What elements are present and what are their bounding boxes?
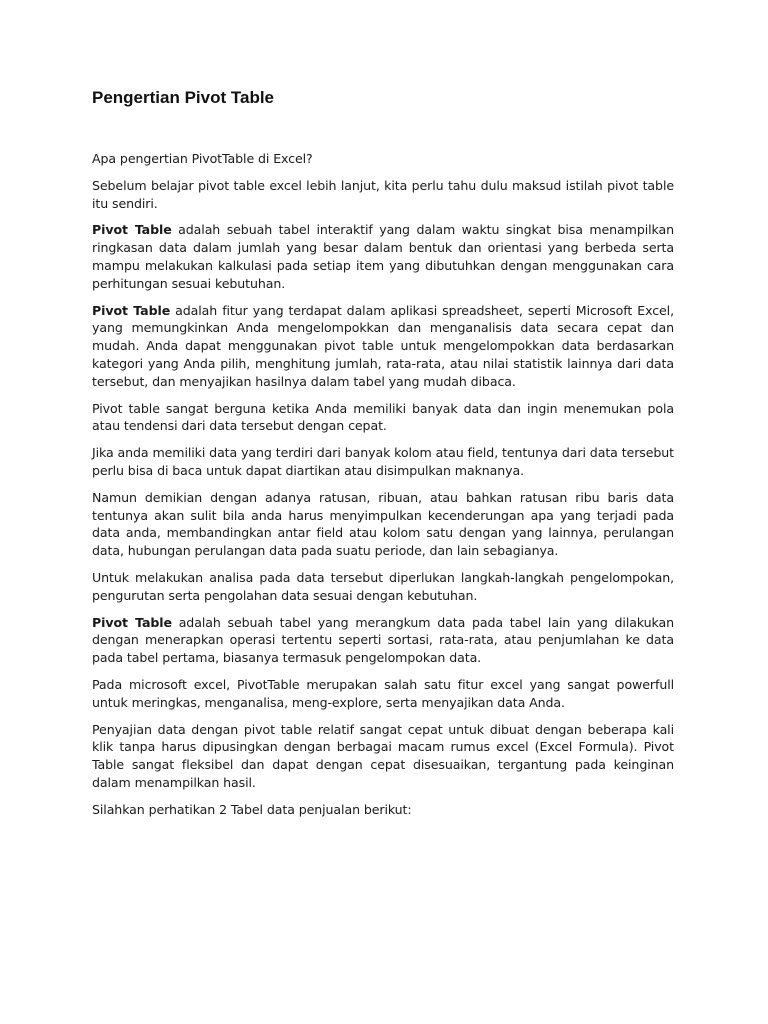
paragraph-bold-term: Pivot Table — [92, 302, 171, 318]
paragraph-1 — [92, 150, 674, 168]
paragraph-8 — [92, 569, 674, 605]
paragraph-6 — [92, 444, 674, 480]
paragraph-text: Untuk melakukan analisa pada data tersebut diperlukan langkah-langkah pengelompokan, pengurutan serta pengolahan data sesuai dengan kebutuhan. — [92, 569, 674, 603]
paragraph-text: Apa pengertian PivotTable di Excel? — [92, 151, 313, 166]
paragraph-7 — [92, 489, 674, 560]
paragraph-text: Pivot table sangat berguna ketika Anda memiliki banyak data dan ingin menemukan pola atau tendensi dari data tersebut dengan cepat. — [92, 400, 674, 434]
paragraph-5 — [92, 400, 674, 436]
paragraph-4 — [92, 302, 674, 391]
paragraph-11 — [92, 721, 674, 792]
paragraph-bold-term: Pivot Table — [92, 614, 172, 630]
paragraph-text: Sebelum belajar pivot table excel lebih lanjut, kita perlu tahu dulu maksud istilah pivot table itu sendiri. — [92, 177, 674, 211]
paragraph-12 — [92, 801, 674, 819]
paragraph-9 — [92, 614, 674, 667]
paragraph-3 — [92, 221, 674, 292]
paragraph-text: Jika anda memiliki data yang terdiri dari banyak kolom atau field, tentunya dari data tersebut perlu bisa di baca untuk dapat diartikan atau disimpulkan maknanya. — [92, 445, 674, 478]
paragraph-text: adalah sebuah tabel interaktif yang dalam waktu singkat bisa menampilkan ringkasan data dalam jumlah yang besar dalam bentuk dan orientasi yang berbeda serta mampu melakukan kalkulasi pada setiap item yang dibutuhkan dengan menggunakan cara perhitungan sesuai kebutuhan. — [92, 222, 674, 291]
paragraph-text: adalah sebuah tabel yang merangkum data pada tabel lain yang dilakukan dengan menerapkan operasi tertentu seperti sortasi, rata-rata, atau penjumlahan ke data pada tabel pertama, biasanya termasuk pengelompokan data. — [92, 614, 674, 666]
paragraph-text: adalah fitur yang terdapat dalam aplikasi spreadsheet, seperti Microsoft Excel, yang memungkinkan Anda mengelompokkan dan menganalisis data secara cepat dan mudah. Anda dapat menggunakan pivot table untuk mengelompokkan data berdasarkan kategori yang Anda pilih, menghitung jumlah, rata-rata, atau nilai statistik lainnya dari data tersebut, dan menyajikan hasilnya dalam tabel yang mudah dibaca. — [92, 302, 674, 389]
document-page — [92, 88, 674, 828]
paragraph-text: Silahkan perhatikan 2 Tabel data penjualan berikut: — [92, 801, 412, 817]
paragraph-bold-term: Pivot Table — [92, 222, 172, 238]
paragraph-text: Pada microsoft excel, PivotTable merupakan salah satu fitur excel yang sangat powerfull untuk meringkas, menganalisa, meng-explore, serta menyajikan data Anda. — [92, 676, 674, 710]
paragraph-10 — [92, 676, 674, 712]
paragraph-text: Penyajian data dengan pivot table relatif sangat cepat untuk dibuat dengan beberapa kali klik tanpa harus dipusingkan dengan berbagai macam rumus excel (Excel Formula). Pivot Table sangat fleksibel dan dapat dengan cepat disesuaikan, tergantung pada keinginan dalam menampilkan hasil. — [92, 721, 674, 790]
document-title: Pengertian Pivot Table — [92, 88, 275, 107]
paragraph-text: Namun demikian dengan adanya ratusan, ribuan, atau bahkan ratusan ribu baris data tentunya akan sulit bila anda harus menyimpulkan kecenderungan apa yang terjadi pada data anda, membandingkan antar field atau kolom satu dengan yang lainnya, perulangan data, hubungan perulangan data pada suatu periode, dan lain sebagianya. — [92, 489, 674, 559]
paragraph-2 — [92, 177, 674, 213]
